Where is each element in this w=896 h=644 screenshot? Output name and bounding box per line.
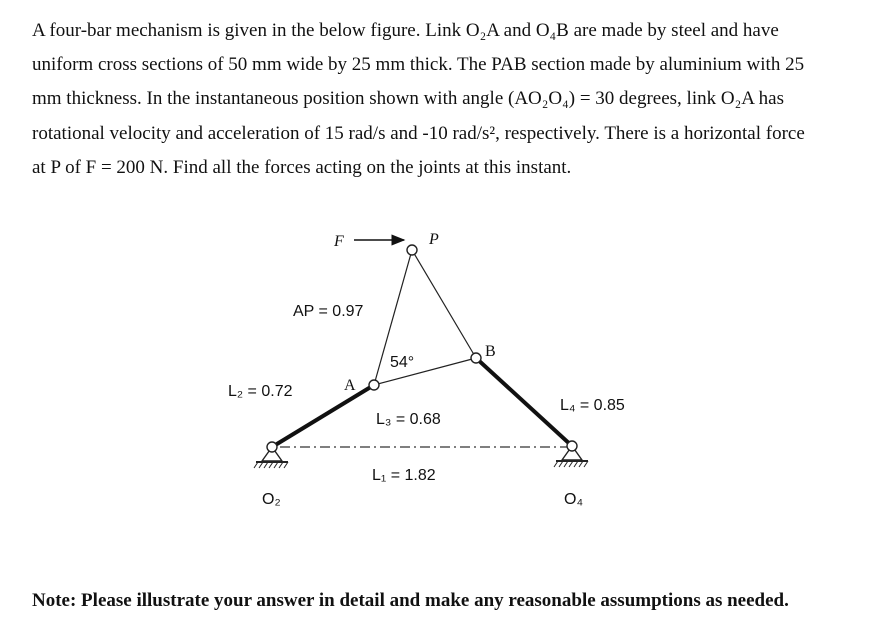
l2-length-label: L₂ = 0.72 [228,383,293,400]
o4-label: O₄ [564,491,583,508]
o2-label: O₂ [262,491,281,508]
ground-support-o2 [254,442,288,468]
joint-a [369,380,379,390]
problem-line-4: rotational velocity and acceleration of 15 rad/s and -10 rad/s², respectively. There is a horizontal force [32,122,805,144]
link-pb [412,250,476,358]
problem-line-1: A four-bar mechanism is given in the below figure. Link O₂A and O₄B are made by steel and have [32,20,779,41]
problem-line-5: at P of F = 200 N. Find all the forces acting on the joints at this instant. [32,156,572,178]
joint-p [407,245,417,255]
ground-support-o4 [554,441,588,467]
point-a-label: A [344,377,356,394]
problem-line-3: mm thickness. In the instantaneous position shown with angle (AO₂O₄) = 30 degrees, link O₂A has [32,88,784,110]
l1-length-label: L₁ = 1.82 [372,467,436,484]
force-label: F [334,233,344,250]
joint-b [471,353,481,363]
problem-line-2: uniform cross sections of 50 mm wide by 25 mm thick. The PAB section made by aluminium with 25 [32,54,805,76]
l3-length-label: L₃ = 0.68 [376,411,441,428]
point-p-label: P [429,231,439,248]
angle-label: 54° [390,354,415,371]
ap-length-label: AP = 0.97 [293,303,364,320]
point-b-label: B [485,343,496,360]
l4-length-label: L₄ = 0.85 [560,397,625,414]
link-o4b-l4 [476,358,572,446]
note-text: Note: Please illustrate your answer in detail and make any reasonable assumptions as needed. [32,590,789,611]
